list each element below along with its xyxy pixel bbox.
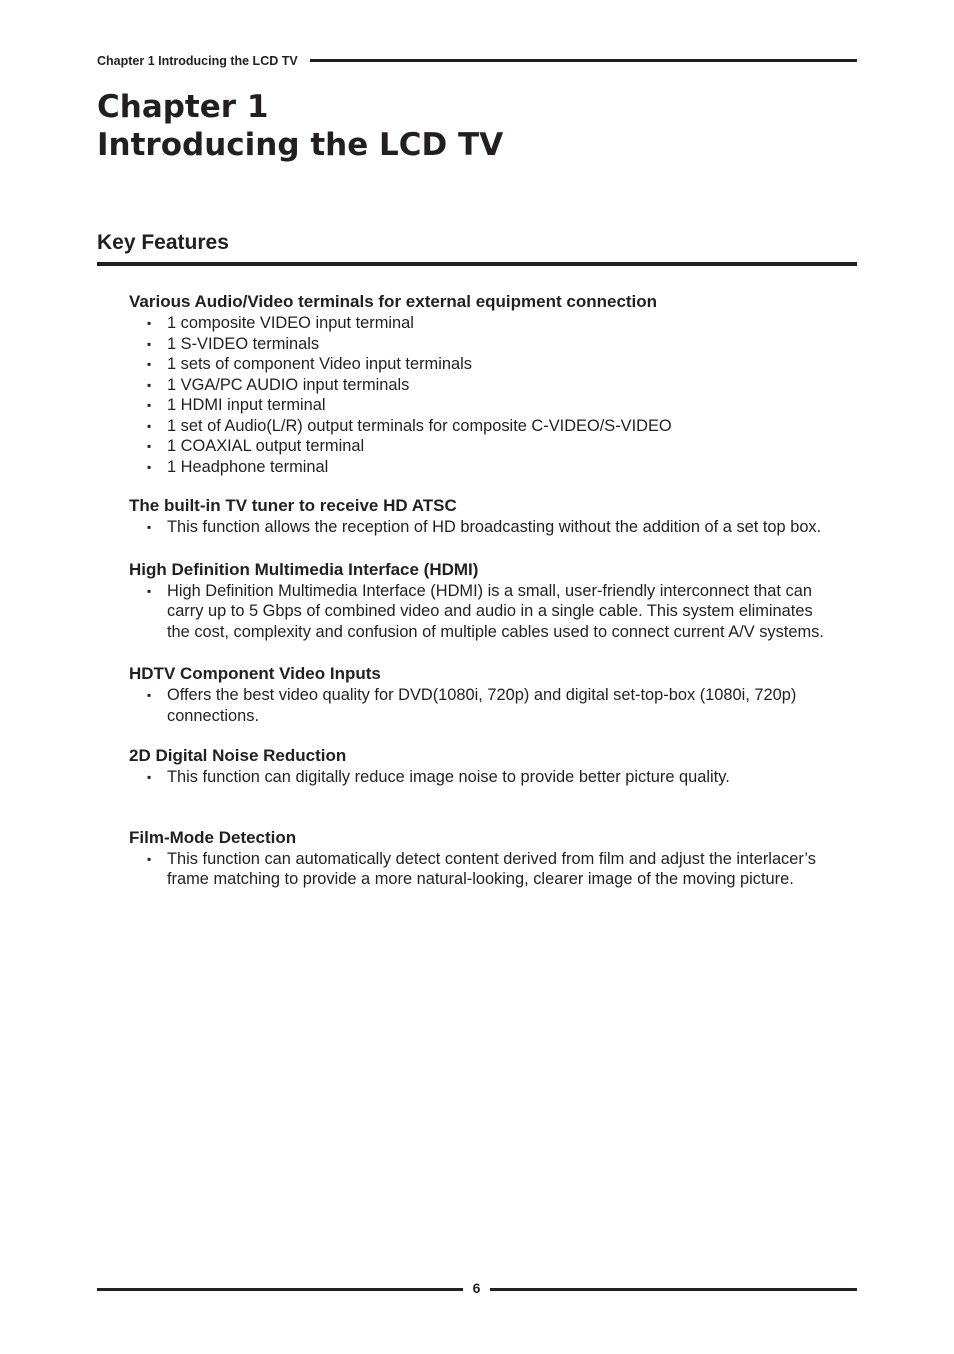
feature-noise-reduction [129,745,829,788]
bullet-icon: ▪ [147,316,152,330]
feature-bullets [129,313,829,477]
chapter-title-name: Introducing the LCD TV [97,127,504,163]
bullet-icon: ▪ [147,336,152,351]
feature-bullets [129,517,829,538]
feature-heading: The built-in TV tuner to receive HD ATSC [129,496,457,515]
page-number: 6 [472,1280,481,1296]
bullet-icon: ▪ [147,357,152,371]
bullet-icon: ▪ [147,459,152,474]
list-item-text: 1 COAXIAL output terminal [167,437,365,455]
running-header-title: Chapter 1 Introducing the LCD TV [97,54,298,68]
bullet-icon: ▪ [147,851,152,866]
feature-tv-tuner [129,495,829,538]
list-item-text: 1 S-VIDEO terminals [167,334,320,353]
list-item-text: This function can digitally reduce image noise to provide better picture quality. [167,768,730,786]
feature-heading: High Definition Multimedia Interface (HDMI) [129,559,479,579]
list-item [129,395,829,416]
feature-hdtv-component [129,663,829,726]
list-item [129,334,829,355]
bullet-icon: ▪ [147,418,152,433]
list-item-text: 1 VGA/PC AUDIO input terminals [167,375,410,394]
bullet-icon: ▪ [147,770,152,784]
list-item [129,313,829,334]
list-item-text: High Definition Multimedia Interface (HDMI) is a small, user-friendly interconnect that can carry up to 5 Gbps of combined video and audio in a single cable. This system eliminates the cost, complexity and confusion of multiple cables used to connect current A/V systems. [167,581,824,641]
list-item [129,517,829,538]
list-item [129,581,829,643]
feature-av-terminals [129,291,829,477]
list-item-text: This function allows the reception of HD broadcasting without the addition of a set top box. [167,518,822,536]
section-rule [97,262,857,266]
feature-bullets [129,581,829,643]
list-item [129,375,829,396]
list-item-text: Offers the best video quality for DVD(1080i, 720p) and digital set-top-box (1080i, 720p) connections. [167,686,797,725]
list-item-text: 1 sets of component Video input terminals [167,355,472,373]
feature-heading: Various Audio/Video terminals for external equipment connection [129,292,658,311]
section-title: Key Features [97,231,229,254]
list-item [129,685,829,726]
bullet-icon: ▪ [147,688,152,702]
running-header-rule [310,59,857,62]
list-item [129,354,829,375]
list-item [129,767,829,788]
feature-bullets [129,767,829,788]
feature-bullets [129,849,829,890]
bullet-icon: ▪ [147,583,152,598]
list-item-text: This function can automatically detect content derived from film and adjust the interlacer’s frame matching to provide a more natural-looking, clearer image of the moving picture. [167,849,816,888]
feature-bullets [129,685,829,726]
list-item-text: 1 set of Audio(L/R) output terminals for composite C-VIDEO/S-VIDEO [167,416,672,435]
footer-rule-right [490,1288,857,1291]
bullet-icon: ▪ [147,439,152,453]
list-item [129,457,829,478]
bullet-icon: ▪ [147,377,152,392]
list-item-text: 1 composite VIDEO input terminal [167,314,414,332]
feature-heading: Film-Mode Detection [129,827,297,847]
bullet-icon: ▪ [147,520,152,534]
list-item [129,849,829,890]
list-item [129,436,829,457]
list-item-text: 1 HDMI input terminal [167,396,326,414]
features-list [129,291,829,890]
feature-film-mode [129,827,829,890]
list-item [129,416,829,437]
chapter-title [97,88,503,164]
chapter-title-number: Chapter 1 [97,89,269,125]
bullet-icon: ▪ [147,398,152,412]
feature-heading: HDTV Component Video Inputs [129,664,381,683]
feature-hdmi [129,559,829,643]
running-header [97,52,857,70]
footer-rule-left [97,1288,463,1291]
feature-heading: 2D Digital Noise Reduction [129,746,347,765]
list-item-text: 1 Headphone terminal [167,457,329,476]
